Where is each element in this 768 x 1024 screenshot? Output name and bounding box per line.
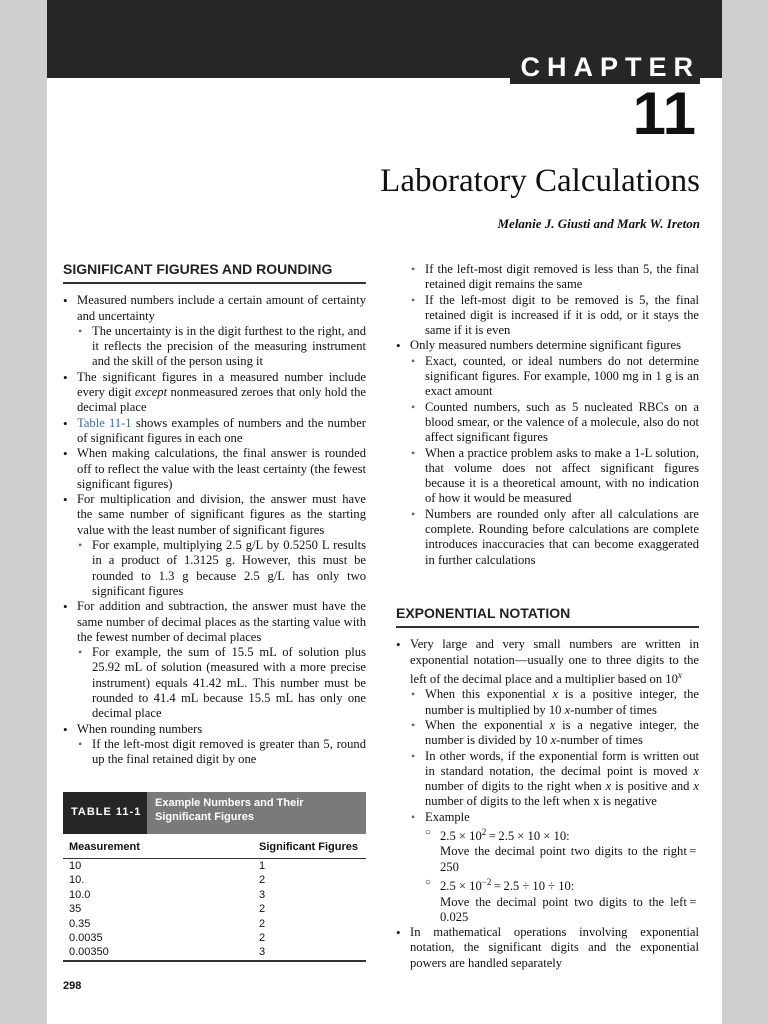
text: In other words, if the exponential form is written out in standard notation, the decimal point is moved	[425, 748, 699, 778]
table-11-1-link[interactable]: Table 11-1	[77, 415, 132, 430]
variable: x	[549, 717, 556, 732]
text: number of digits to the right when	[425, 779, 606, 794]
sigfig-cell: 2	[259, 917, 266, 930]
example-item	[396, 875, 699, 894]
list-item: • When a practice problem asks to make a 1-L solution, that volume does not affect significant figures because it is a theoretical amount, with no indication of how it would be measured	[396, 446, 699, 507]
table-label: TABLE 11-1	[63, 792, 147, 834]
text: -number of times	[556, 733, 643, 748]
variable: x	[552, 687, 559, 702]
list-item: • If the left-most digit removed is greater than 5, round up the final retained digit by one	[63, 737, 366, 768]
text: 2.5 × 10	[440, 829, 482, 844]
list-item: • Numbers are rounded only after all calculations are complete. Rounding before calculations are complete introduces inaccuracies that can become exaggerated in further calculations	[396, 507, 699, 568]
measurement-cell: 35	[69, 903, 82, 916]
text: When this exponential	[425, 687, 553, 702]
table-title: Example Numbers and Their Significant Figures	[147, 792, 366, 834]
list-item: • When rounding numbers	[63, 722, 366, 737]
sigfig-cell: 1	[259, 859, 266, 872]
list-item: • When making calculations, the final answer is rounded off to reflect the value with the least certainty (the fewest significant figures)	[63, 446, 366, 492]
list-item	[396, 718, 699, 749]
emphasis-text: except	[134, 385, 168, 400]
superscript: −2	[481, 877, 492, 888]
variable: x	[550, 733, 557, 748]
sigfig-cell: 2	[259, 903, 266, 916]
rounding-rules-list	[396, 262, 699, 568]
text: is positive and	[611, 779, 694, 794]
table-row	[63, 931, 366, 945]
chapter-authors: Melanie J. Giusti and Mark W. Ireton	[497, 216, 700, 231]
sigfig-cell: 3	[259, 888, 266, 901]
column-header-measurement: Measurement	[69, 840, 140, 853]
example-item	[396, 825, 699, 844]
list-item	[396, 749, 699, 810]
list-item: • Counted numbers, such as 5 nucleated RBCs on a blood smear, or the valence of a molecule, also do not affect significant figures	[396, 400, 699, 446]
measurement-cell: 0.35	[69, 917, 91, 930]
text: is a negative integer, the number is divided by 10	[425, 717, 699, 748]
sigfig-cell: 3	[259, 946, 266, 959]
measurement-cell: 0.0035	[69, 931, 103, 944]
list-item: • For example, the sum of 15.5 mL of solution plus 25.92 mL of solution (measured with a more precise instrument) equals 41.42 mL. This number must be rounded to 41.4 mL because 15.5 mL has only one decimal place	[63, 645, 366, 721]
list-item: • If the left-most digit removed is less than 5, the final retained digit remains the same	[396, 262, 699, 293]
variable: x	[605, 779, 612, 794]
table-row	[63, 902, 366, 916]
column-header-significant-figures: Significant Figures	[259, 840, 359, 853]
text: nonmeasured zeroes that only hold the decimal place	[77, 385, 366, 415]
superscript: 2	[481, 826, 487, 837]
list-item: • Exact, counted, or ideal numbers do not determine significant figures. For example, 1000 mg in 1 g is an exact amount	[396, 354, 699, 400]
text: = 2.5 × 10 × 10:	[486, 829, 570, 844]
text: When the exponential	[425, 717, 550, 732]
text: shows examples of numbers and the number of significant figures in each one	[77, 415, 366, 445]
list-item: • If the left-most digit to be removed is 5, the final retained digit is increased if it is odd, or it stays the same if it is even	[396, 293, 699, 339]
list-item	[63, 370, 366, 416]
table-row	[63, 888, 366, 902]
list-item	[396, 637, 699, 687]
significant-figures-list	[63, 293, 366, 767]
chapter-number: 11	[632, 80, 696, 147]
table-row	[63, 873, 366, 887]
measurement-cell: 0.00350	[69, 946, 109, 959]
list-item: • Only measured numbers determine significant figures	[396, 338, 699, 353]
text: The significant figures in a measured number include every digit	[77, 369, 366, 400]
list-item: • Example	[396, 810, 699, 825]
list-item: • For example, multiplying 2.5 g/L by 0.5250 L results in a product of 1.3125 g. However, this must be rounded to 1.3 g because 2.5 g/L has only two significant figures	[63, 538, 366, 599]
list-item: • The uncertainty is in the digit furthest to the right, and it reflects the precision of the measuring instrument and the skill of the person using it	[63, 324, 366, 370]
list-item: • For addition and subtraction, the answer must have the same number of decimal places as the starting value with the fewest number of decimal places	[63, 599, 366, 645]
text: is a positive integer, the number is multiplied by 10	[425, 687, 699, 717]
measurement-cell: 10.0	[69, 888, 91, 901]
table-row	[63, 945, 366, 959]
table-11-1	[63, 792, 366, 962]
section-gap	[396, 568, 699, 606]
chapter-label: CHAPTER	[510, 50, 700, 84]
exponential-notation-list	[396, 637, 699, 971]
book-page	[47, 0, 722, 1024]
text: number of digits to the left when x is negative	[425, 794, 657, 809]
list-item: • Measured numbers include a certain amount of certainty and uncertainty	[63, 293, 366, 324]
table-column-headers	[63, 834, 366, 859]
sigfig-cell: 2	[259, 874, 266, 887]
table-header	[63, 792, 366, 834]
table-body	[63, 859, 366, 960]
page-number: 298	[63, 980, 82, 992]
left-column	[63, 262, 366, 962]
example-description: Move the decimal point two digits to the right = 250	[440, 844, 699, 874]
example-description: Move the decimal point two digits to the left = 0.025	[440, 894, 699, 924]
chapter-title: Laboratory Calculations	[380, 163, 700, 199]
list-item: • For multiplication and division, the answer must have the same number of significant figures as the starting value with the least number of significant figures	[63, 492, 366, 538]
table-row	[63, 859, 366, 873]
measurement-cell: 10	[69, 859, 82, 872]
variable: x	[564, 702, 571, 717]
list-item	[396, 687, 699, 718]
right-column	[396, 262, 699, 971]
text: 2.5 × 10	[440, 879, 482, 894]
list-item	[63, 416, 366, 447]
text: Very large and very small numbers are written in exponential notation—usually one to three digits to the left of the decimal place and a multiplier based on 10	[410, 637, 699, 687]
text: -number of times	[570, 702, 657, 717]
variable: x	[693, 779, 699, 794]
measurement-cell: 10.	[69, 874, 85, 887]
variable: x	[693, 763, 699, 778]
superscript: x	[677, 669, 682, 680]
list-item: • In mathematical operations involving exponential notation, the significant digits and the exponential powers are handled separately	[396, 925, 699, 971]
table-row	[63, 917, 366, 931]
section-heading-significant-figures: SIGNIFICANT FIGURES AND ROUNDING	[63, 262, 366, 284]
section-heading-exponential-notation: EXPONENTIAL NOTATION	[396, 606, 699, 628]
text: = 2.5 ÷ 10 ÷ 10:	[491, 879, 575, 894]
sigfig-cell: 2	[259, 931, 266, 944]
